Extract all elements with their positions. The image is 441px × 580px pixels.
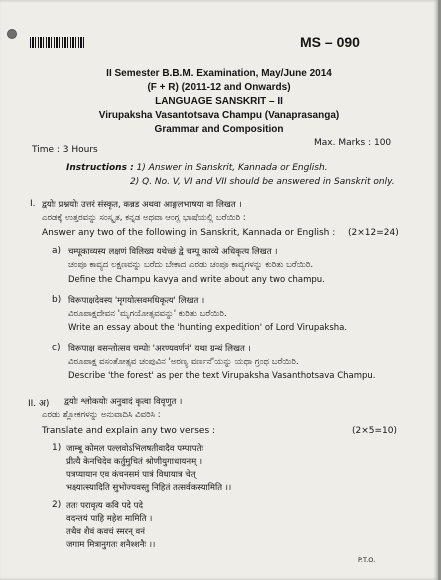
verse-1-line-2: प्रीत्यै केनचिदेव कर्तुमुचितं श्रोणीयुगाधायनम् । [66, 457, 203, 467]
question-1b-english: Write an essay about the 'hunting expedition' of Lord Virupaksha. [68, 323, 348, 333]
verse-2-number: 2) [52, 500, 62, 510]
question-2-kannada: ಎರಡು ಶ್ಲೋಕಗಳನ್ನು ಅನುವಾದಿಸಿ ವಿವರಿಸಿ : [42, 410, 161, 420]
question-1b-kannada: ವಿರೂಪಾಕ್ಷದೇವನ 'ಮೃಗಯೋತ್ಸವವನ್ನು' ಕುರಿತು ಬರೆಯಿರಿ. [68, 309, 227, 319]
question-2-sanskrit: द्वयोः श्लोकयोः अनुवादं कृत्वा विवृणुत । [64, 397, 183, 407]
question-1c-kannada: ವಿರೂಪಾಕ್ಷ ವಸಂತೋತ್ಸವ ಚಂಪುವಿನ 'ಅರಣ್ಯ ವರ್ಣನೆ'ಯನ್ನು ಯಥಾ ಗ್ರಂಥ ಬರೆಯಿರಿ. [68, 357, 299, 367]
time-allowed: Time : 3 Hours [32, 145, 98, 155]
instruction-1: Answer in Sanskrit, Kannada or English. [148, 163, 328, 173]
please-turn-over: P.T.O. [358, 556, 376, 564]
question-1b-label: b) [52, 295, 62, 305]
question-1-number: I. [30, 199, 36, 209]
instructions-line-1 [66, 163, 328, 173]
instruction-2: Q. No. V, VI and VII should be answered in Sanskrit only. [142, 177, 395, 187]
max-marks: Max. Marks : 100 [314, 138, 392, 148]
verse-1-number: 1) [52, 443, 62, 453]
verse-2-line-1: ततः परावृत्य कवि पदे पदे [66, 501, 143, 511]
subject-title: LANGUAGE SANSKRIT – II [155, 96, 283, 107]
punch-hole [7, 29, 17, 39]
barcode-image [30, 37, 86, 48]
instructions-label: Instructions : [66, 163, 134, 173]
verse-2-line-4: जगाम मित्रानुगतः शनैश्शनैः ।। [66, 540, 156, 550]
instruction-1-num: 1) [136, 163, 146, 173]
exam-scheme: (F + R) (2011-12 and Onwards) [147, 82, 291, 93]
question-1a-label: a) [52, 246, 62, 256]
text-title: Virupaksha Vasantotsava Champu (Vanaprasanga) [98, 110, 340, 121]
paper-code: MS – 090 [300, 34, 360, 50]
question-1-marks: (2×12=24) [348, 228, 399, 238]
verse-2-line-3: तथैव शैवं कवचं स्मरन् वनं [66, 527, 145, 537]
question-1-sanskrit: द्वयोः प्रश्नयोः उत्तरं संस्कृत, कन्नड अथवा आङ्गलभाषया वा लिखत । [42, 200, 242, 210]
question-1-kannada: ಎರಡಕ್ಕೆ ಉತ್ತರವನ್ನು ಸಂಸ್ಕೃತ, ಕನ್ನಡ ಅಥವಾ ಆಂಗ್ಲ ಭಾಷೆಯಲ್ಲಿ ಬರೆಯಿರಿ : [42, 213, 246, 223]
question-1-english: Answer any two of the following in Sanskrit, Kannada or English : [42, 228, 336, 238]
question-2-marks: (2×5=10) [352, 426, 398, 436]
question-1a-sanskrit: चम्पूकाव्यस्य लक्षणं विलिख्य यथेच्छं द्वे चम्पू काव्ये अधिकृत्य लिखत । [68, 247, 278, 257]
instruction-2-num: 2) [130, 177, 140, 187]
question-1b-sanskrit: विरूपाक्षदेवस्य 'मृगयोत्सवमधिकृत्य' लिखत । [68, 296, 205, 306]
paper-subtitle: Grammar and Composition [154, 124, 284, 135]
question-2-english: Translate and explain any two verses : [42, 426, 216, 436]
verse-1-line-1: जाम्बू कोमल पल्लवोऽभिलषतीवादैव पम्पापतेः [66, 444, 204, 454]
question-2-number: II. अ) [28, 399, 50, 409]
verse-1-line-3: पत्रप्यायान एव कंचनसमं पात्रं विधायात्र चेत् [66, 470, 196, 480]
instructions-line-2 [130, 177, 395, 187]
verse-1-line-4: भक्ष्यात्स्यादिति सुभोज्यवस्तु निहितं तत्सर्वकस्यामिति ।। [66, 483, 232, 493]
question-1a-english: Define the Champu kavya and write about any two champu. [68, 275, 325, 285]
exam-title: II Semester B.B.M. Examination, May/June 2014 [106, 68, 332, 79]
question-1c-english: Describe 'the forest' as per the text Virupaksha Vasanthotsava Champu. [68, 371, 376, 381]
question-1c-label: c) [52, 343, 61, 353]
question-1a-kannada: ಚಂಪೂ ಕಾವ್ಯದ ಲಕ್ಷಣವನ್ನು ಬರೆದು ಬೇಕಾದ ಎರಡು ಚಂಪೂ ಕಾವ್ಯಗಳನ್ನು ಕುರಿತು ಬರೆಯಿರಿ. [68, 260, 314, 270]
verse-2-line-2: वदन्तयं पाहि महेश मामिति । [66, 514, 153, 524]
question-1c-sanskrit: विरूपाक्ष वसन्तोत्सव चम्पोः 'अरण्यवर्णनं' यथा ग्रन्थं लिखत । [68, 344, 251, 354]
